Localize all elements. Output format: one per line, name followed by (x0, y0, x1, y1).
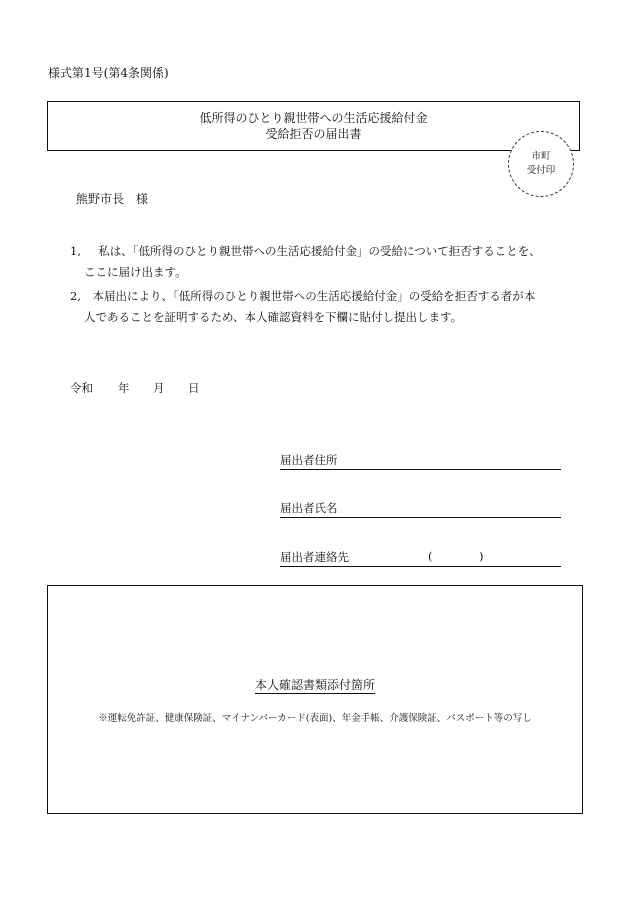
contact-label: 届出者連絡先 (280, 550, 349, 564)
clause-2-number: 2, (70, 289, 81, 303)
clause-2-line-2: 人であることを証明するため、本人確認資料を下欄に貼付し提出します。 (84, 310, 463, 324)
clause-1-line-2: ここに届け出ます。 (84, 265, 187, 279)
date-month: 月 (153, 381, 165, 395)
address-label: 届出者住所 (280, 453, 338, 467)
stamp-line-1: 市町 (531, 151, 551, 162)
form-number: 様式第1号(第4条関係) (48, 66, 169, 80)
contact-open-paren: ( (428, 549, 433, 563)
name-field[interactable] (280, 500, 561, 518)
date-day: 日 (188, 381, 200, 395)
clause-2 (70, 286, 560, 328)
title-line-1: 低所得のひとり親世帯への生活応援給付金 (199, 111, 428, 125)
stamp-line-2: 受付印 (526, 165, 556, 176)
date-line (70, 380, 200, 396)
contact-field[interactable] (280, 549, 561, 567)
contact-close-paren: ) (479, 549, 484, 563)
attachment-title: 本人確認書類添付箇所 (254, 678, 375, 692)
attachment-note: ※運転免許証、健康保険証、マイナンバーカード(表面)、年金手帳、介護保険証、パスポート等の写し (98, 713, 532, 724)
clause-1-line-1: 私は、「低所得のひとり親世帯への生活応援給付金」の受給について拒否することを、 (98, 244, 541, 258)
addressee: 熊野市長 様 (76, 192, 149, 206)
clause-1 (70, 241, 560, 283)
reception-stamp-circle (508, 131, 574, 197)
address-field[interactable] (280, 452, 561, 470)
date-era: 令和 (70, 381, 93, 395)
clause-1-number: 1, (70, 244, 81, 258)
title-box (47, 101, 580, 151)
clause-2-line-1: 本届出により、「低所得のひとり親世帯への生活応援給付金」の受給を拒否する者が本 (92, 289, 536, 303)
name-label: 届出者氏名 (280, 501, 338, 515)
id-document-attachment-area (47, 585, 583, 814)
title-line-2: 受給拒否の届出書 (265, 127, 362, 141)
date-year: 年 (118, 381, 130, 395)
